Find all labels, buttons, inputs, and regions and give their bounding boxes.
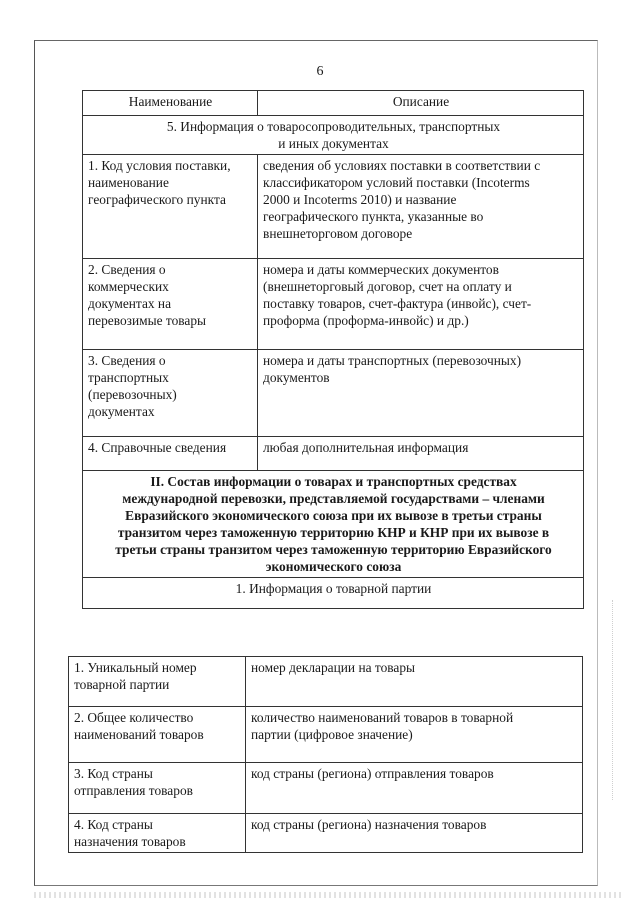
row-name: 2. Сведения о коммерческих документах на перевозимые товары: [88, 262, 207, 328]
row-name: 1. Код условия поставки, наименование географического пункта: [88, 158, 231, 207]
row-description: код страны (региона) назначения товаров: [251, 817, 487, 832]
row-name: 1. Уникальный номер товарной партии: [74, 660, 197, 692]
part-title-row: [83, 471, 584, 578]
section-row: [83, 578, 584, 609]
table-row: [69, 814, 583, 853]
row-name: 4. Код страны назначения товаров: [74, 817, 186, 849]
column-header-description: Описание: [258, 91, 584, 116]
table-row: [69, 707, 583, 763]
table-header-row: [83, 91, 584, 116]
page-number: 6: [316, 64, 324, 79]
row-description: номера и даты транспортных (перевозочных) документов: [263, 353, 522, 385]
part-title: II. Состав информации о товарах и транспортных средствах международной перевозки, представляемой государствами – членами Евразийского экономического союза при их вывозе в третьи страны транзитом через таможенную территорию КНР и КНР при их вывозе в третьи страны транзитом через таможенную территорию Евразийского экономического союза: [115, 474, 552, 574]
row-description: код страны (региона) отправления товаров: [251, 766, 494, 781]
row-description: количество наименований товаров в товарной партии (цифровое значение): [251, 710, 514, 742]
column-header-name: Наименование: [83, 91, 258, 116]
info-table-top: [82, 90, 584, 609]
scan-edge-right: [612, 600, 631, 800]
section-title: 5. Информация о товаросопроводительных, транспортных и иных документах: [166, 119, 501, 151]
section-title: 1. Информация о товарной партии: [235, 581, 432, 596]
info-table-bottom: [68, 656, 583, 853]
section-row: [83, 116, 584, 155]
row-description: сведения об условиях поставки в соответствии с классификатором условий поставки (Incoterms 2000 и Incoterms 2010) и название географического пункта, указанные во внешнеторговом договоре: [263, 158, 541, 241]
table-row: [83, 437, 584, 471]
row-description: номер декларации на товары: [251, 660, 416, 675]
table-row: [69, 763, 583, 814]
row-name: 2. Общее количество наименований товаров: [74, 710, 204, 742]
row-name: 3. Сведения о транспортных (перевозочных) документах: [88, 353, 177, 419]
row-name: 4. Справочные сведения: [88, 440, 227, 455]
table-row: [83, 350, 584, 437]
table-row: [69, 657, 583, 707]
table-row: [83, 259, 584, 350]
row-description: любая дополнительная информация: [263, 440, 469, 455]
row-description: номера и даты коммерческих документов (внешнеторговый договор, счет на оплату и поставку товаров, счет-фактура (инвойс), счет- проформа (проформа-инвойс) и др.): [263, 262, 532, 328]
table-row: [83, 155, 584, 259]
scan-edge-bottom: [34, 892, 624, 898]
row-name: 3. Код страны отправления товаров: [74, 766, 193, 798]
